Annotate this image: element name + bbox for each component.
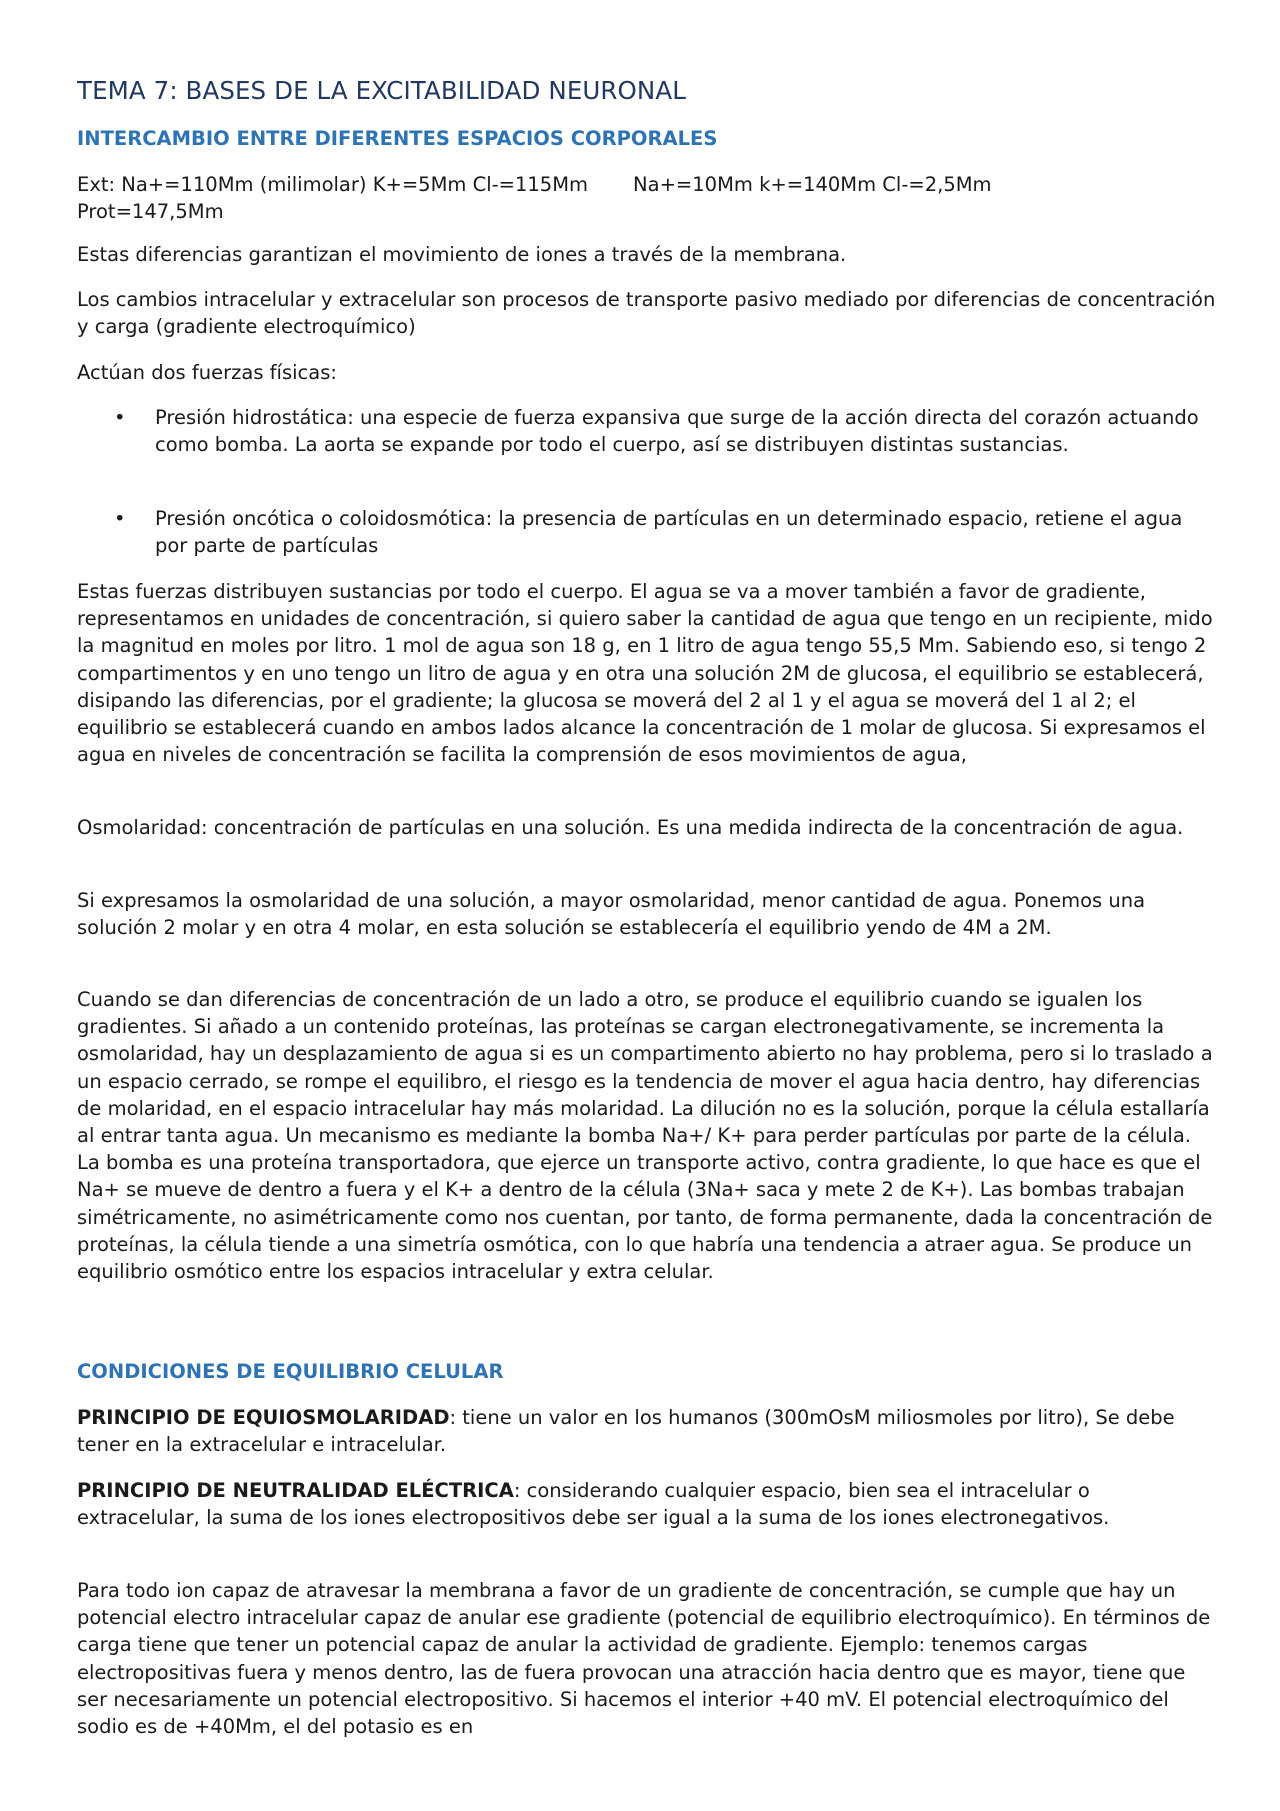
list-item-text: Presión oncótica o coloidosmótica: la presencia de partículas en un determinado espacio, retiene el agua por parte de partículas xyxy=(155,507,1183,558)
int-values: Na+=10Mm k+=140Mm Cl-=2,5Mm xyxy=(633,173,992,196)
ion-concentrations-paragraph xyxy=(77,171,1217,225)
paragraph-cambios: Los cambios intracelular y extracelular son procesos de transporte pasivo mediado por diferencias de concentración y carga (gradiente electroquímico) xyxy=(77,288,1216,339)
ext-values: Ext: Na+=110Mm (milimolar) K+=5Mm Cl-=115Mm xyxy=(77,173,589,196)
paragraph-agua: Estas fuerzas distribuyen sustancias por todo el cuerpo. El agua se va a mover también a favor de gradiente, representamos en unidades de concentración, si quiero saber la cantidad de agua que tengo en un recipiente, mido la magnitud en moles por litro. 1 mol de agua son 18 g, en 1 litro de agua tengo 55,5 Mm. Sabiendo eso, si tengo 2 compartimentos y en uno tengo un litro de agua y en otra una solución 2M de glucosa, el equilibrio se establecerá, disipando las diferencias, por el gradiente; la glucosa se moverá del 2 al 1 y el agua se moverá del 1 al 2; el equilibrio se establecerá cuando en ambos lados alcance la concentración de 1 molar de glucosa. Si expresamos el agua en niveles de concentración se facilita la comprensión de esos movimientos de agua, xyxy=(77,580,1213,767)
paragraph-equilibrio: Cuando se dan diferencias de concentración de un lado a otro, se produce el equilibrio cuando se igualen los gradientes. Si añado a un contenido proteínas, las proteínas se cargan electronegativamente, se incrementa la osmolaridad, hay un desplazamiento de agua si es un compartimento abierto no hay problema, pero si lo traslado a un espacio cerrado, se rompe el equilibro, el riesgo es la tendencia de mover el agua hacia dentro, hay diferencias de molaridad, en el espacio intracelular hay más molaridad. La dilución no es la solución, porque la célula estallaría al entrar tanta agua. Un mecanismo es mediante la bomba Na+/ K+ para perder partículas por parte de la célula. La bomba es una proteína transportadora, que ejerce un transporte activo, contra gradiente, lo que hace es que el Na+ se mueve de dentro a fuera y el K+ a dentro de la célula (3Na+ saca y mete 2 de K+). Las bombas trabajan simétricamente, no asimétricamente como nos cuentan, por tanto, de forma permanente, dada la concentración de proteínas, la célula tiende a una simetría osmótica, con lo que habría una tendencia a atraer agua. Se produce un equilibrio osmótico entre los espacios intracelular y extra celular. xyxy=(77,988,1213,1284)
paragraph-neutralidad xyxy=(77,1477,1217,1531)
page-title: TEMA 7: BASES DE LA EXCITABILIDAD NEURONAL xyxy=(77,76,686,105)
paragraph-diferencias: Estas diferencias garantizan el movimiento de iones a través de la membrana. xyxy=(77,243,847,266)
principle-equiosmolaridad-text: : tiene un valor en los humanos (300mOsM miliosmoles por litro), Se debe tener en la extracelular e intracelular. xyxy=(77,1406,1175,1457)
principle-neutralidad-text: : considerando cualquier espacio, bien sea el intracelular o extracelular, la suma de los iones electropositivos debe ser igual a la suma de los iones electronegativos. xyxy=(77,1479,1110,1530)
bullet-marker: • xyxy=(114,507,126,530)
prot-value: Prot=147,5Mm xyxy=(77,200,224,224)
paragraph-fuerzas: Actúan dos fuerzas físicas: xyxy=(77,361,337,384)
principle-equiosmolaridad-label: PRINCIPIO DE EQUIOSMOLARIDAD xyxy=(77,1406,450,1429)
paragraph-equiosmolaridad xyxy=(77,1404,1217,1458)
paragraph-osmolaridad-ejemplo: Si expresamos la osmolaridad de una solución, a mayor osmolaridad, menor cantidad de agua. Ponemos una solución 2 molar y en otra 4 molar, en esta solución se establecería el equilibrio yendo de 4M a 2M. xyxy=(77,889,1146,940)
section-heading-intercambio: INTERCAMBIO ENTRE DIFERENTES ESPACIOS CORPORALES xyxy=(77,127,718,150)
section-heading-condiciones: CONDICIONES DE EQUILIBRIO CELULAR xyxy=(77,1360,504,1383)
bullet-marker: • xyxy=(114,406,126,429)
list-item-text: Presión hidrostática: una especie de fuerza expansiva que surge de la acción directa del corazón actuando como bomba. La aorta se expande por todo el cuerpo, así se distribuyen distintas sustancias. xyxy=(155,406,1199,457)
paragraph-potencial: Para todo ion capaz de atravesar la membrana a favor de un gradiente de concentración, se cumple que hay un potencial electro intracelular capaz de anular ese gradiente (potencial de equilibrio electroquímico). En términos de carga tiene que tener un potencial capaz de anular la actividad de gradiente. Ejemplo: tenemos cargas electropositivas fuera y menos dentro, las de fuera provocan una atracción hacia dentro que es mayor, tiene que ser necesariamente un potencial electropositivo. Si hacemos el interior +40 mV. El potencial electroquímico del sodio es de +40Mm, el del potasio es en xyxy=(77,1579,1211,1739)
paragraph-osmolaridad: Osmolaridad: concentración de partículas en una solución. Es una medida indirecta de la concentración de agua. xyxy=(77,816,1184,839)
principle-neutralidad-label: PRINCIPIO DE NEUTRALIDAD ELÉCTRICA xyxy=(77,1479,514,1502)
